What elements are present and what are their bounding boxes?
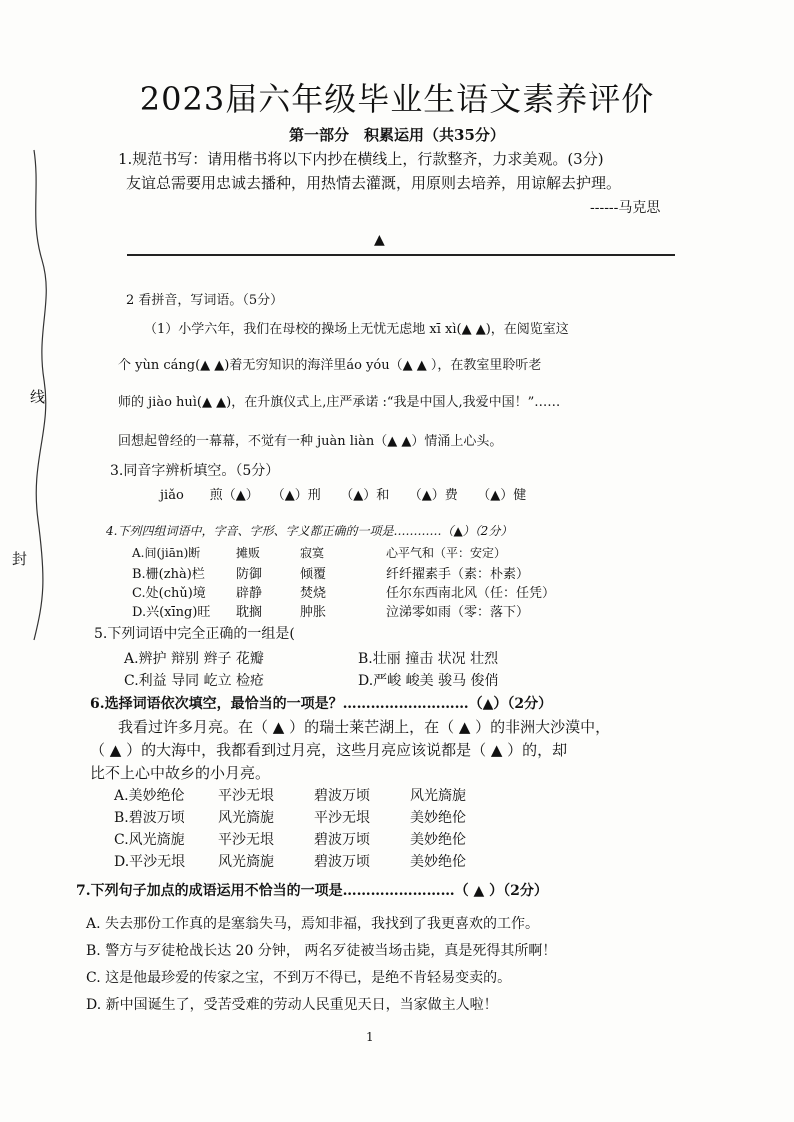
q5-option-b: B.壮丽 撞击 状况 壮烈 <box>358 651 499 667</box>
q5-option-c: C.利益 导同 屹立 检疮 <box>124 673 265 689</box>
q4-option-b: B.栅(zhà)栏 防御 倾覆 纤纤擢素手（素：朴素） <box>132 567 530 582</box>
q1-quote: 友谊总需要用忠诚去播种，用热情去灌溉，用原则去培养，用谅解去护理。 <box>126 174 622 192</box>
q7-stem: 7.下列句子加点的成语运用不恰当的一项是……………………（ ▲ ）（2分） <box>76 883 548 899</box>
q7-option-c: C. 这是他最珍爱的传家之宝，不到万不得已，是绝不肯轻易变卖的。 <box>86 970 512 986</box>
binding-margin-line <box>0 0 60 1122</box>
q2-stem: 2 看拼音，写词语。（5分） <box>126 293 284 308</box>
q6-stem: 6.选择词语依次填空，最恰当的一项是？………………………（▲）（2分） <box>90 696 553 712</box>
q1-writing-line <box>127 254 675 256</box>
q6-passage-1: 我看过许多月亮。在（ ▲ ）的瑞士莱芒湖上，在（ ▲ ）的非洲大沙漠中， <box>118 718 611 736</box>
q5-stem: 5.下列词语中完全正确的一组是( <box>94 626 295 642</box>
q6-passage-2: （ ▲ ）的大海中，我都看到过月亮，这些月亮应该说都是（ ▲ ）的，却 <box>90 741 568 759</box>
q3-row: jiǎo 煎（▲） （▲）刑 （▲）和 （▲）费 （▲）健 <box>160 488 527 503</box>
q1-answer-mark: ▲ <box>374 232 385 248</box>
q7-option-b: B. 警方与歹徒枪战长达 20 分钟， 两名歹徒被当场击毙，真是死得其所啊！ <box>86 943 557 959</box>
q5-option-a: A.辨护 辩别 辫子 花瓣 <box>124 651 264 667</box>
margin-mark-seal: 封 <box>12 550 28 568</box>
q1-stem: 1.规范书写：请用楷书将以下内抄在横线上，行款整齐，力求美观。(3分) <box>118 150 604 168</box>
page-number: 1 <box>366 1030 374 1044</box>
section-heading: 第一部分 积累运用（共35分） <box>289 126 505 144</box>
q6-option-c: C.风光旖旎 平沙无垠 碧波万顷 美妙绝伦 <box>114 832 466 848</box>
q7-option-a: A. 失去那份工作真的是塞翁失马，焉知非福，我找到了我更喜欢的工作。 <box>86 916 540 932</box>
q2-line-1: （1）小学六年，我们在母校的操场上无忧无虑地 xī xì(▲ ▲)，在阅览室这 <box>144 322 569 337</box>
q5-option-d: D.严峻 峻美 骏马 俊俏 <box>358 673 499 689</box>
q2-line-2: 个 yùn cáng(▲ ▲)着无穷知识的海洋里áo yóu（▲ ▲ ），在教室里聆听老 <box>118 358 542 373</box>
q4-stem: 4.下列四组词语中，字音、字形、字义都正确的一项是…………（▲）（2分） <box>106 524 513 538</box>
q3-stem: 3.同音字辨析填空。（5分） <box>110 463 280 479</box>
q6-option-b: B.碧波万顷 风光旖旎 平沙无垠 美妙绝伦 <box>114 810 466 826</box>
q4-option-d: D.兴(xīng)旺 耽搁 肿胀 泣涕零如雨（零：落下） <box>132 605 530 620</box>
q6-passage-3: 比不上心中故乡的小月亮。 <box>90 764 271 782</box>
q6-option-d: D.平沙无垠 风光旖旎 碧波万顷 美妙绝伦 <box>114 854 466 870</box>
q6-option-a: A.美妙绝伦 平沙无垠 碧波万顷 风光旖旎 <box>114 788 466 804</box>
q7-option-d: D. 新中国诞生了，受苦受难的劳动人民重见天日，当家做主人啦！ <box>86 997 498 1013</box>
margin-mark-line: 线 <box>30 388 46 406</box>
q4-option-a: A.间(jiān)断 摊贩 寂寞 心平气和（平：安定） <box>132 546 507 560</box>
q4-option-c: C.处(chǔ)境 辟静 焚烧 任尔东西南北风（任：任凭） <box>132 586 556 601</box>
q2-line-3: 师的 jiào huì(▲ ▲)，在升旗仪式上,庄严承诺 :“我是中国人,我爱中国！”…… <box>118 395 561 410</box>
page-title: 2023届六年级毕业生语文素养评价 <box>139 80 655 118</box>
q2-line-4: 回想起曾经的一幕幕，不觉有一种 juàn liàn（▲ ▲）情涌上心头。 <box>118 434 503 449</box>
q1-author: ------马克思 <box>590 200 661 216</box>
